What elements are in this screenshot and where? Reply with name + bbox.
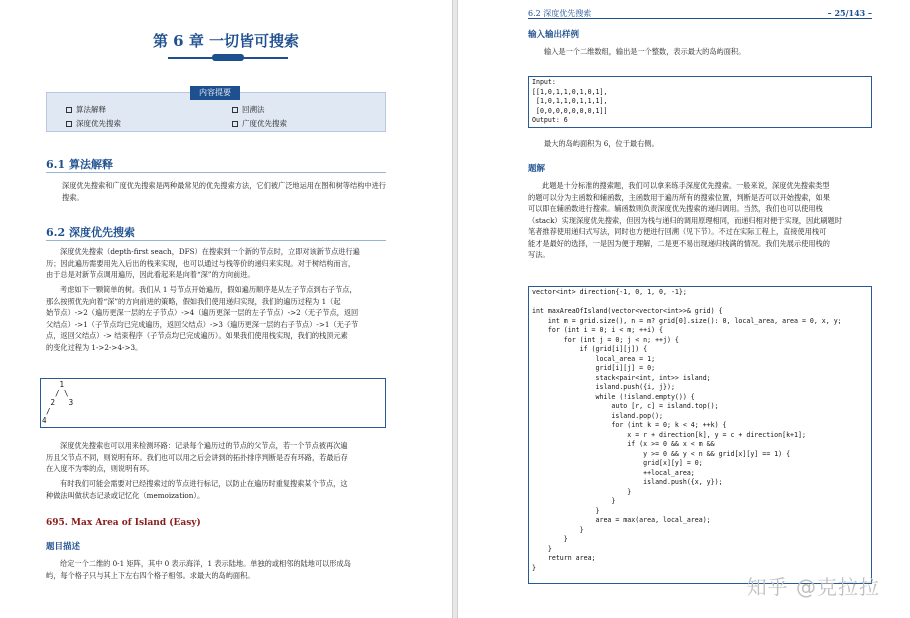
code-line: local_area = 1; — [532, 354, 656, 363]
code-line: } — [532, 506, 600, 515]
code-line: while (!island.empty()) { — [532, 392, 695, 401]
watermark: 知乎 @克拉拉 — [746, 575, 880, 599]
tree-line: / — [46, 407, 51, 416]
io-line: Output: 6 — [532, 116, 568, 124]
code-line: int maxAreaOfIsland(vector<vector<int>>& grid) { — [532, 307, 723, 315]
io-line: Input: — [532, 78, 556, 86]
tree-line: 4 — [42, 416, 47, 425]
checkbox-icon — [66, 107, 72, 113]
code-line: island.push({i, j}); — [532, 383, 675, 391]
section-6-1-title: 6.1 算法解释 — [46, 158, 113, 171]
code-line: stack<pair<int, int>> island; — [532, 373, 711, 382]
code-line: area = max(area, local_area); — [532, 516, 711, 524]
code-line: int m = grid.size(), n = m? grid[0].size(): 0, local_area, area = 0, x, y; — [532, 316, 842, 325]
io-heading: 输入输出样例 — [528, 30, 580, 40]
code-line: return area; — [532, 554, 596, 562]
chapter-title: 第 6 章 一切皆可搜索 — [152, 32, 300, 50]
code-line: for (int k = 0; k < 4; ++k) { — [532, 421, 727, 429]
code-line: } — [532, 525, 584, 534]
tree-line: 1 — [46, 380, 65, 389]
io-line: [[1,0,1,1,0,1,0,1], — [532, 87, 608, 96]
code-line: } — [532, 487, 632, 496]
tree-line: / \ — [46, 389, 69, 398]
code-line: } — [532, 535, 568, 543]
code-line: for (int i = 0; i < m; ++i) { — [532, 326, 664, 334]
code-line: grid[i][j] = 0; — [532, 364, 656, 372]
running-header-page: – 25/143 – — [827, 8, 872, 18]
io-line: [1,0,1,1,0,1,1,1], — [532, 97, 608, 105]
code-line: } — [532, 563, 536, 572]
problem-title: 695. Max Area of Island (Easy) — [46, 518, 201, 528]
code-line: if (x >= 0 && x < m && — [532, 440, 715, 448]
code-line: auto [r, c] = island.top(); — [532, 402, 719, 410]
code-line: grid[x][y] = 0; — [532, 459, 703, 467]
summary-item: 回溯法 — [232, 104, 265, 115]
io-line: [0,0,0,0,0,0,0,1]] — [532, 106, 608, 115]
checkbox-icon — [66, 121, 72, 127]
code-line: island.pop(); — [532, 411, 664, 420]
tree-line: 2 3 — [46, 398, 74, 407]
code-line: } — [532, 544, 552, 553]
solution-paragraph: 此题是十分标准的搜索题，我们可以拿来练手深度优先搜索。一般来说，深度优先搜索类型 的题可以分为主函数和辅函数，主函数用于遍历所有的搜索位置，判断是否可以开始搜索，如果 可以即在辅函数进行搜索。辅函数则负责深度优先搜索的递归调用。当然，我们也可以使用栈 （stack）实现深度优先搜索，但因为栈与递归的调用原理相同，而递归相对便于实现，因此刷题时 笔者推荐使用递归式写法，同时也方便进行回溯（见下节）。不过在实际工程上，直接使用栈可 能才是最好的选择，一是因为便于理解，二是更不易出现递归栈满的情况。我们先展示使用栈的 写法。 — [528, 181, 842, 259]
summary-item: 深度优先搜索 — [66, 118, 121, 129]
section-rule — [46, 240, 386, 241]
left-page — [0, 0, 452, 618]
dfs-paragraph-4: 有时我们可能会需要对已经搜索过的节点进行标记，以防止在遍历时重复搜索某个节点，这 种做法叫做状态记录或记忆化（memoization）。 — [46, 479, 348, 500]
dfs-paragraph-2: 考虑如下一颗简单的树。我们从 1 号节点开始遍历，假如遍历顺序是从左子节点到右子节点， 那么按照优先向着“深”的方向前进的策略，假如我们使用递归实现，我们的遍历过程为 1（起 始节点）->2（遍历更深一层的左子节点）->4（遍历更深一层的左子节点）->2（无子节点，返回 父结点）->1（子节点均已完成遍历，返回父结点）->3（遍历更深一层的右子节点）->1（无子节 点，返回父结点）-> 结束程序（子节点均已完成遍历）。如果我们使用栈实现，我们的栈顶元素 的变化过程为 1->2->4->3。 — [46, 285, 359, 352]
checkbox-icon — [232, 107, 238, 113]
code-line: if (grid[i][j]) { — [532, 345, 648, 353]
checkbox-icon — [232, 121, 238, 127]
header-rule — [528, 18, 872, 19]
section-6-2-title: 6.2 深度优先搜索 — [46, 226, 135, 239]
solution-heading: 题解 — [528, 164, 546, 174]
section-6-1-paragraph: 深度优先搜索和广度优先搜索是两种最常见的优先搜索方法，它们被广泛地运用在图和树等结构中进行搜索。 — [62, 181, 386, 202]
code-line: ++local_area; — [532, 468, 695, 477]
summary-item: 广度优先搜索 — [232, 118, 287, 129]
dfs-paragraph-1: 深度优先搜索（depth-first seach，DFS）在搜索到一个新的节点时，立即对该新节点进行遍 历；因此遍历需要用先入后出的栈来实现，也可以通过与栈等价的递归来实现。对于树结构而言， 由于总是对新节点调用遍历，因此看起来是向着“深”的方向前进。 — [46, 247, 360, 279]
code-line: for (int j = 0; j < n; ++j) { — [532, 335, 679, 344]
code-line: x = r + direction[k], y = c + direction[k+1]; — [532, 430, 806, 439]
code-line: vector<int> direction{-1, 0, 1, 0, -1}; — [532, 288, 687, 296]
section-rule — [46, 172, 386, 173]
io-note: 最大的岛屿面积为 6，位于最右侧。 — [544, 139, 659, 148]
dfs-paragraph-3: 深度优先搜索也可以用来检测环路：记录每个遍历过的节点的父节点，若一个节点被再次遍 历且父节点不同，则说明有环。我们也可以用之后会讲到的拓扑排序判断是否有环路，若最后存 在入度不为零的点，则说明有环。 — [46, 441, 348, 473]
running-header-section: 6.2 深度优先搜索 — [528, 9, 592, 18]
problem-desc-heading: 题目描述 — [46, 542, 81, 552]
summary-item: 算法解释 — [66, 104, 106, 115]
right-page — [458, 0, 910, 618]
code-line: y >= 0 && y < n && grid[x][y] == 1) { — [532, 449, 791, 458]
code-line: } — [532, 497, 616, 505]
summary-tag: 内容提要 — [190, 86, 240, 100]
chapter-ornament — [212, 54, 244, 61]
problem-desc: 给定一个二维的 0-1 矩阵，其中 0 表示海洋，1 表示陆地。单独的或相邻的陆地可以形成岛 屿，每个格子只与其上下左右四个格子相邻。求最大的岛屿面积。 — [46, 559, 351, 580]
code-line: island.push({x, y}); — [532, 478, 723, 486]
io-desc: 输入是一个二维数组，输出是一个整数，表示最大的岛屿面积。 — [544, 47, 746, 56]
tree-diagram-box — [40, 378, 386, 428]
